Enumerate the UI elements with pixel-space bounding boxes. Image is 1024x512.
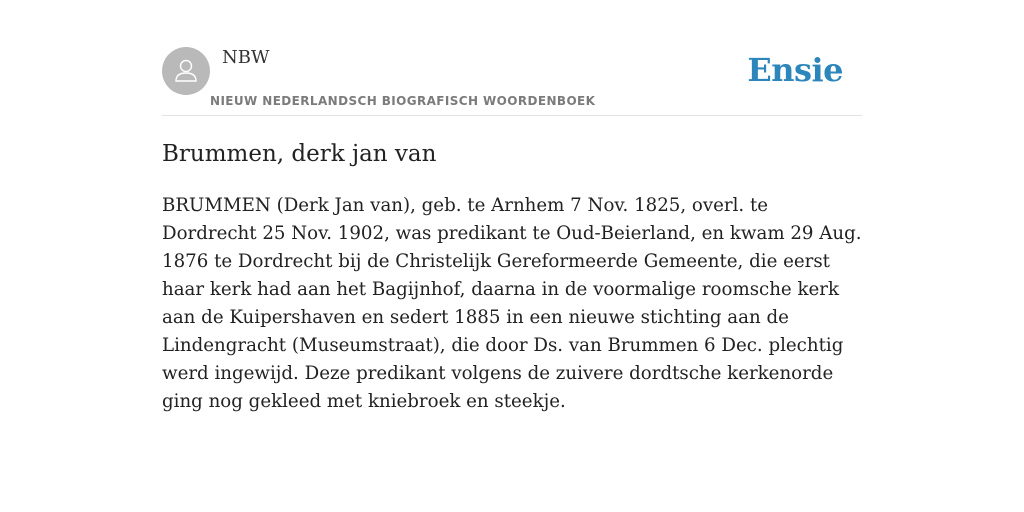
source-header [162,0,862,116]
ensie-logo[interactable]: Ensie [747,51,843,89]
entry-card [162,0,862,512]
source-avatar[interactable] [162,47,210,95]
user-icon [171,56,201,86]
entry-body: BRUMMEN (Derk Jan van), geb. te Arnhem 7 Nov. 1825, overl. te Dordrecht 25 Nov. 1902, was predikant te Oud-Beierland, en kwam 29 Aug. 1876 te Dordrecht bij de Christelijk Gereformeerde Gemeente, die eerst haar kerk had aan het Bagijnhof, daarna in de voormalige roomsche kerk aan de Kuipershaven en sedert 1885 in een nieuwe stichting aan de Lindengracht (Museumstraat), die door Ds. van Brummen 6 Dec. plechtig werd ingewijd. Deze predikant volgens de zuivere dordtsche kerkenorde ging nog gekleed met kniebroek en steekje. [162,195,862,412]
entry-title: Brummen, derk jan van [162,141,437,167]
source-subtitle: NIEUW NEDERLANDSCH BIOGRAFISCH WOORDENBOEK [210,94,596,108]
source-name[interactable]: NBW [222,47,270,68]
